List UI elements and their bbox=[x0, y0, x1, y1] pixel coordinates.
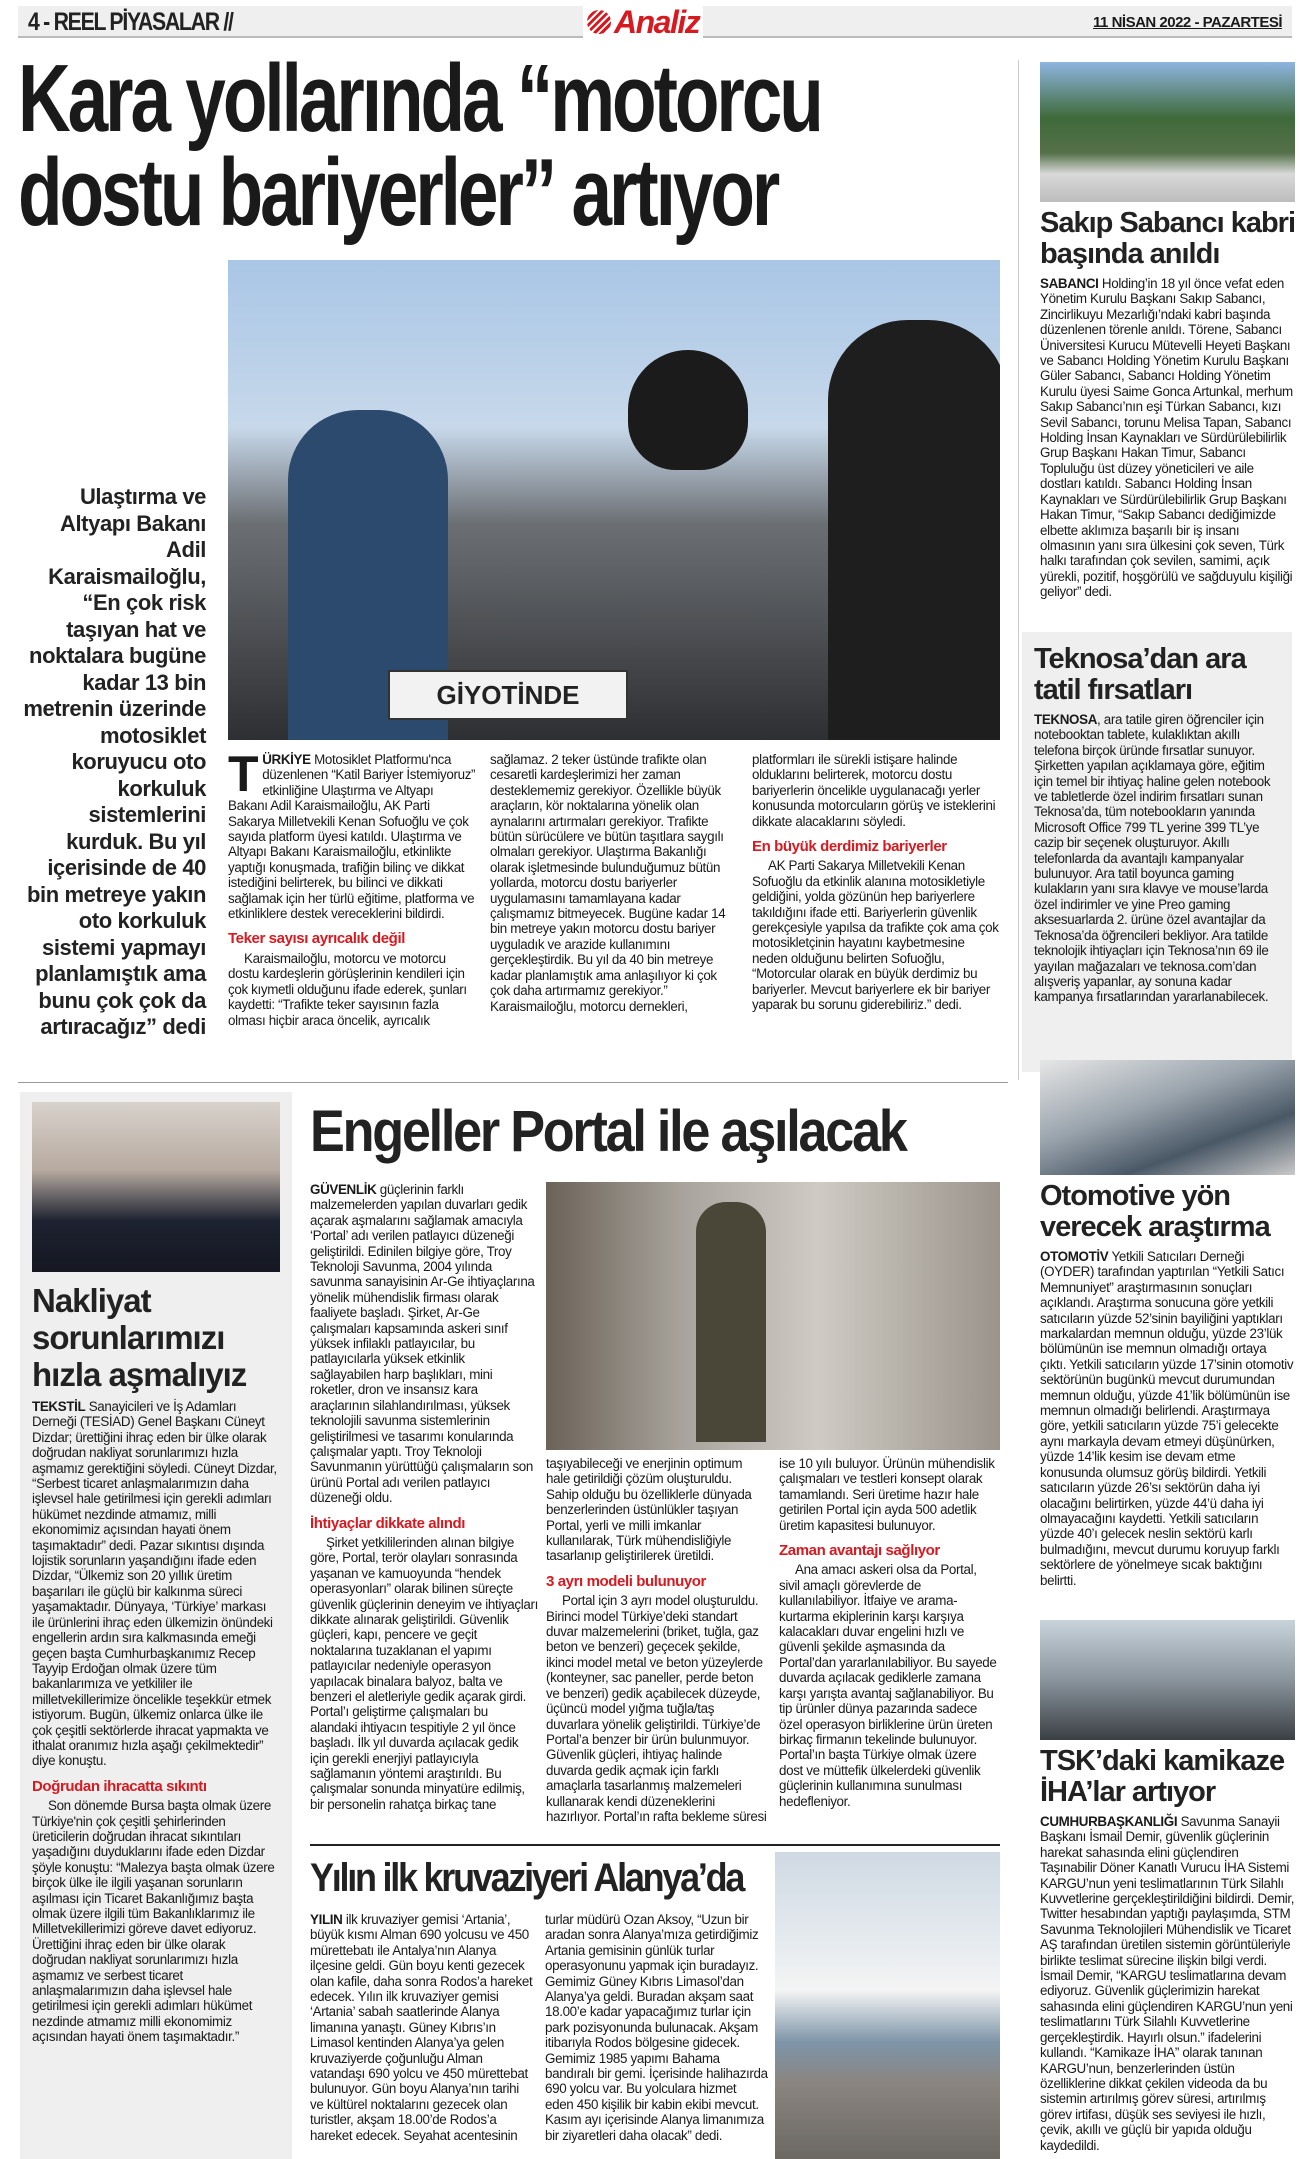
subheading: Zaman avantajı sağlıyor bbox=[779, 1542, 940, 1560]
paragraph: Holding’in 18 yıl önce vefat eden Yönetim Kurulu Başkanı Sakıp Sabancı, Zincirlikuyu Mezarlığı’ndaki kabri başında düzenlenen törenle anıldı. Törene, Sabancı Üniversitesi Kurucu Mütevelli Heyeti Başkanı ve Sabancı Holding Yönetim Kurulu Başkanı Güler Sabancı, Sabancı Holding Yönetim Kurulu üyesi Saime Gonca Artunkal, merhum Sakıp Sabancı’nın eşi Türkan Sabancı, kızı Sevil Sabancı, torunu Melisa Tapan, Sabancı Holding İnsan Kaynakları ve Sürdürülebilirlik Grup Başkanı Hakan Timur, Sabancı Topluluğu üst düzey yöneticileri ve aile dostları katıldı. Sabancı Holding İnsan Kaynakları ve Sürdürülebilirlik Grup Başkanı Hakan Timur, “Sakıp Sabancı dediğimizde elbette aklımıza başarılı bir iş insanı olmasının yanı sıra ülkesini çok seven, Türk halkı tarafından çok sevilen, samimi, açık yürekli, pozitif, hoşgörülü ve sağduyulu kişiliği geliyor” dedi. bbox=[1040, 276, 1293, 600]
paragraph: , ara tatile giren öğrenciler için notebooktan tablete, kulaklıktan akıllı telefona birçok üründe fırsatlar sunuyor. Şirketten yapılan açıklamaya göre, eğitim için temel bir ihtiyaç haline gelen notebook ve tabletlerde özel indirim fırsatları sunan Teknosa’da, tüm notebookların yanında Microsoft Office 799 TL yerine 399 TL’ye cazip bir seçenek oluşturuyor. Akıllı telefonlarda da avantajlı kampanyalar bulunuyor. Ara tatil boyunca gaming kulakların yanı sıra klavye ve mouse’larda özel indirimler ve yine Preo gaming aksesuarlarda 2. ürüne özel avantajlar da Teknosa’da öğrencileri bekliyor. Ara tatilde teknolojik ihtiyaçları için Teknosa’nın 69 ile yayılan mağazaları ve teknosa.com’dan alışveriş yapanlar, ay sonuna kadar kampanya fırsatlarından yararlanabilecek. bbox=[1034, 712, 1271, 1005]
lead-word: OTOMOTİV bbox=[1040, 1249, 1109, 1264]
lead-word: ÜRKİYE bbox=[262, 752, 311, 767]
paragraph: Yetkili Satıcıları Derneği (OYDER) tarafından yaptırılan “Yetkili Satıcı Memnuniyet” araştırmasının sonuçları açıklandı. Araştırma sonucuna göre yetkili satıcıların yüzde 52’sinin bayiliğini yaptıkları markalardan memnun olduğu, yüzde 23’lük bölümünün ise memnun olmadığı ortaya çıktı. Yetkili satıcıların yüzde 17’sinin otomotiv sektörünün bugünkü mevcut durumundan memnun olduğu, yüzde 41’lik bölümünün ise memnun olmadığı belirlendi. Araştırmaya göre, yetkili satıcıların yüzde 75’i gelecekte aynı markayla devam etmeyi düşünürken, yüzde 14’lik kesim ise devam etme konusunda olumsuz görüş bildirdi. Yetkili satıcıların yüzde 26’sı sektörün daha iyi olacağını belirtirken, yüzde 44’ü daha iyi olmayacağını kaydetti. Yetkili satıcıların yüzde 40’ı gelecek neslin sektörü karlı bulmadığını, mevcut durumu koruyup farklı sektörlere de yönelmeye sıcak baktığını belirtti. bbox=[1040, 1249, 1294, 1588]
pull-quote: Ulaştırma ve Altyapı Bakanı Adil Karaismailoğlu, “En çok risk taşıyan hat ve noktalara bugüne kadar 13 bin metrenin üzerinde motosiklet koruyucu oto korkuluk sistemlerini kurduk. Bu yıl içerisinde de 40 bin metreye yakın oto korkuluk sistemi yapmayı planlamıştık ama bunu çok çok da artıracağız” dedi bbox=[23, 484, 206, 1039]
kruvaziyer-body bbox=[310, 1912, 768, 2159]
newspaper-logo[interactable] bbox=[583, 3, 703, 40]
photo-parked-cars bbox=[1040, 1060, 1295, 1175]
lead-word: TEKSTİL bbox=[32, 1399, 86, 1414]
photo-soldier-wall bbox=[546, 1182, 1000, 1450]
paragraph: Karaismailoğlu, motorcu ve motorcu dostu kardeşlerin görüşlerinin kendileri için çok kıymetli olduğunu ifade ederek, şunları kaydetti: “Trafikte teker sayısının fazla olması hiçbir araca öncelik, ayrıcalık sağlamaz. 2 teker üstünde trafikte olan cesaretli kardeşlerimizi her zaman desteklememiz gerekiyor. Özellikle büyük araçların, kör noktalarına yönelik olan aynalarını artırmaları gerekiyor. Trafikte bütün sürücülere ve bütün taşıtlara saygılı olmaları gerekiyor. Ulaştırma Bakanlığı olarak işletmesinde bulunduğumuz bütün yollarda, motorcu dostu bariyerler uygulamasını tamamlayana kadar çalışmamız bitmeyecek. Bugüne kadar 14 bin metreye yakın motorcu dostu bariyer uyguladık ve arazide kullanımını gerçekleştirdik. Bu yıl da 40 bin metreye kadar planlamıştık ama anlaşılıyor ki çok çok daha artırmamız gerekiyor.” Karaismailoğlu, motorcu dernekleri, platformları ile sürekli istişare halinde olduklarını belirterek, motorcu dostu bariyerlerin öncelikle uygulanacağı yerler konusunda motorcuların görüş ve isteklerini dikkate alacaklarını söyledi. bbox=[228, 752, 996, 1028]
main-photo-motorcyclists bbox=[228, 260, 1000, 740]
main-headline: Kara yollarında “motorcu dostu bariyerler” artıyor bbox=[18, 45, 821, 246]
paragraph: Sanayicileri ve İş Adamları Derneği (TESİAD) Genel Başkanı Cüneyt Dizdar; ürettiğini ihraç eden bir ülke olarak doğrudan nakliyat sorunlarımızı hızla aşmamız gerektiğini söyledi. Cüneyt Dizdar, “Serbest ticaret anlaşmalarımızın daha işlevsel hale getirilmesi için gerekli adımları hükümet nezdinde atmamız, milli ekonomimiz açısından hayati önem taşımaktadır” dedi. Pazar sıkıntısı dışında lojistik sorunların yaşandığını ifade eden Dizdar, “Ülkemiz son 20 yıllık üretim başarıları ile güçlü bir kalkınma süreci yaşamaktadır. Dünyaya, ‘Türkiye’ markası ile ürünlerini ihraç eden ülkemizin önündeki engellerin ardın sıra kalkmasında emeği geçen başta Cumhurbaşkanımız Recep Tayyip Erdoğan olmak üzere tüm bakanlarımıza ve yetkililer ile milletvekillerimize öncelikle teşekkür etmek istiyorum. Bugün, ülkemiz onlarca ülke ile çok çeşitli sektörlerde ihracat yapmakta ve ithalat oranımız hızla aşağı çekilmektedir” diye konuştu. bbox=[32, 1399, 277, 1769]
subheading: 3 ayrı modeli bulunuyor bbox=[546, 1572, 706, 1590]
sidebar-article-tsk bbox=[1040, 1620, 1295, 2153]
article-title-kruvaziyer: Yılın ilk kruvaziyeri Alanya’da bbox=[310, 1856, 744, 1900]
section-label: 4 - REEL PİYASALAR // bbox=[28, 8, 233, 36]
article-title: TSK’daki kamikaze İHA’lar artıyor bbox=[1040, 1745, 1285, 1808]
article-title: Teknosa’dan ara tatil fırsatları bbox=[1034, 643, 1246, 706]
photo-cruise-ship bbox=[775, 1852, 1000, 2159]
portal-columns-2-3 bbox=[546, 1456, 1000, 1841]
lead-word: TEKNOSA bbox=[1034, 712, 1098, 727]
article-nakliyat bbox=[20, 1092, 292, 2159]
jacket-figure bbox=[828, 320, 1000, 740]
page-header bbox=[18, 3, 1292, 40]
logo-text: Analiz bbox=[614, 3, 700, 40]
paragraph: Son dönemde Bursa başta olmak üzere Türkiye'nin çok çeşitli şehirlerinden üreticilerin doğrudan ihracat sıkıntıları yaşadığını duyduklarını ifade eden Dizdar şöyle konuştu: “Malezya başta olmak üzere birçok ülke ile ilgili yaşanan sorunların aşılması için Ticaret Bakanlığımız başta olmak üzere ilgili tüm Bakanlıklarımız ile Milletvekillerimizi göreve davet ediyoruz. Ürettiğini ihraç eden bir ülke olarak doğrudan nakliyat sorunlarımızı hızla aşmamız ve serbest ticaret anlaşmalarımızın daha işlevsel hale getirilmesi için gerekli adımları hükümet nezdinde atmamız milli ekonomimiz açısından hayati önem taşımaktadır.” bbox=[32, 1798, 275, 2045]
article-text bbox=[32, 1399, 280, 1769]
article-title: Otomotive yön verecek araştırma bbox=[1040, 1180, 1270, 1243]
paragraph: Savunma Sanayii Başkanı İsmail Demir, güvenlik güçlerinin harekat sahasında elini güçlendiren Taşınabilir Döner Kanatlı Vurucu İHA Sistemi KARGU’nun yeni teslimatlarının Türk Silahlı Kuvvetlerine gerçekleştirildiğini bildirdi. Demir, Twitter hesabından yaptığı paylaşımda, STM Savunma Teknolojileri Mühendislik ve Ticaret AŞ tarafından üretilen sistemin görüntüleriyle birlikte teslimat sürecine ilişkin bilgi verdi. İsmail Demir, “KARGU teslimatlarına devam ediyoruz. Güvenlik güçlerimizin harekat sahasında elini güçlendiren KARGU’nun yeni teslimatlarını Türk Silahlı Kuvvetlerine gerçekleştirdik. Hayırlı olsun.” ifadelerini kullandı. “Kamikaze İHA” olarak tanınan KARGU’nun, benzerlerinden üstün özelliklerine dikkat çekilen videoda da bu sistemin artırılmış görev süresi, artırılmış görev irtifası, düşük ses seviyesi ile hızlı, çevik, akıllı ve güçlü bir yapıda olduğu kaydedildi. bbox=[1040, 1814, 1295, 2153]
lead-word: CUMHURBAŞKANLIĞI bbox=[1040, 1814, 1178, 1829]
lead-word: GÜVENLİK bbox=[310, 1182, 377, 1197]
paragraph: güçlerinin farklı malzemelerden yapılan duvarları gedik açarak aşmalarını sağlamak amacıyla ‘Portal’ adı verilen patlayıcı düzeneği geliştirildi. Edinilen bilgiye göre, Troy Teknoloji Savunma, 2004 yılında savunma sanayisinin Ar-Ge ihtiyaçlarına yönelik mühendislik firması olarak faaliyete başladı. Şirket, Ar-Ge çalışmaları kapsamında askeri sınıf yüksek infilaklı patlayıcılar, bu patlayıcılarla yüksek etkinlik sağlayabilen harp başlıkları, mini roketler, dron ve insansız kara araçlarının silahlandırılması, yüksek teknolojili savunma sistemlerinin geliştirilmesi ve tasarımı konularında çalışmalar yaptı. Troy Teknoloji Savunmanın yürüttüğü çalışmaların son ürünü Portal adı verilen patlayıcı düzeneği oldu. bbox=[310, 1182, 535, 1506]
drop-cap: T bbox=[228, 746, 259, 802]
sidebar-article-teknosa bbox=[1022, 632, 1292, 1072]
paragraph: ilk kruvaziyer gemisi ‘Artania’, büyük kısmı Alman 690 yolcusu ve 450 mürettebatı ile Antalya’nın Alanya ilçesine geldi. Gün boyu kenti gezecek olan kafile, daha sonra Rodos’a hareket edecek. Yılın ilk kruvaziyer gemisi ‘Artania’ sabah saatlerinde Alanya limanına yanaştı. Güney Kıbrıs’ın Limasol kentinden Alanya’ya gelen kruvaziyerde çoğunluğu Alman vatandaşı 690 yolcu ve 450 mürettebat bulunuyor. Gün boyu Alanya’nın tarihi ve kültürel noktalarını gezecek olan turistler, akşam 18.00’de Rodos’a hareket edecek. Seyahat acentesinin turlar müdürü Ozan Aksoy, “Uzun bir aradan sonra Alanya’mıza getirdiğimiz Artania gemisinin günlük turlar operasyonunu yapmak için buradayız. Gemimiz Güney Kıbrıs Limasol’dan Alanya’ya geldi. Buradan akşam saat 18.00’e kadar yapacağımız turlar için park pozisyonunda bulunacak. Akşam itibarıyla Rodos bölgesine gidecek. Gemimiz 1985 yapımı Bahama bandıralı bir gemi. İçerisinde halihazırda 690 yolcu var. Bu yolculara hizmet eden 450 kişilik bir kabin ekibi mevcut. Kasım ayı içerisinde Alanya limanımıza bir ziyaretleri daha olacak” dedi. bbox=[310, 1912, 768, 2143]
paragraph: AK Parti Sakarya Milletvekili Kenan Sofuoğlu da etkinlik alanına motosikletiyle geldiğini, yolda gözünün hep bariyerlere takıldığını ifade etti. Bariyerlerin güvenlik gerekçesiyle yapılsa da trafikte çok ama çok motosikletçinin hayatını kaybetmesine neden olduğunu belirten Sofuoğlu, “Motorcular olarak en büyük derdimiz bu bariyerler. Mevcut bariyerlere ek bir bariyer yaparak bu sorunu giderebiliriz.” dedi. bbox=[752, 858, 999, 1013]
subheading: En büyük derdimiz bariyerler bbox=[752, 838, 947, 856]
paragraph: Portal için 3 ayrı model oluşturuldu. Birinci model Türkiye’deki standart duvar malzemelerini (briket, tuğla, gaz beton ve benzeri) geçecek şekilde, ikinci model metal ve beton yüzeylerde (konteyner, sac paneller, perde beton ve benzeri) gedik açabilecek düzeyde, üçüncü model yığma tuğla/taş duvarlara yönelik geliştirildi. Türkiye’de Portal’a benzer bir ürün bulunmuyor. Güvenlik güçleri, ihtiyaç halinde duvarda gedik açmak için farklı amaçlarla tasarlanmış malzemeleri kullanarak kendi düzeneklerini hazırlıyor. Portal’ın rafta bekleme süresi ise 10 yılı buluyor. Ürünün mühendislik çalışmaları ve testleri konsept olarak tamamlandı. Seri üretime hazır hale getirilen Portal için ayda 500 adetlik üretim kapasitesi bulunuyor. bbox=[546, 1456, 995, 1824]
soldier-figure bbox=[696, 1202, 766, 1442]
photo-drones bbox=[1040, 1620, 1295, 1740]
portal-column-1 bbox=[310, 1182, 538, 1812]
subheading: Teker sayısı ayrıcalık değil bbox=[228, 930, 405, 948]
subheading: Doğrudan ihracatta sıkıntı bbox=[32, 1777, 207, 1795]
issue-date: 11 NİSAN 2022 - PAZARTESİ bbox=[1093, 14, 1282, 31]
sidebar-article-otomotiv bbox=[1040, 1060, 1295, 1588]
main-article-body bbox=[228, 746, 1000, 1072]
column-divider bbox=[1018, 60, 1019, 1080]
article-title: Sakıp Sabancı kabri başında anıldı bbox=[1040, 207, 1296, 270]
lead-word: SABANCI bbox=[1040, 276, 1099, 291]
logo-icon bbox=[587, 10, 611, 34]
article-text bbox=[1040, 1814, 1295, 2153]
article-text bbox=[1034, 712, 1280, 1005]
lead-word: YILIN bbox=[310, 1912, 343, 1927]
sidebar-article-sabanci bbox=[1040, 62, 1295, 600]
photo-cemetery-ceremony bbox=[1040, 62, 1295, 202]
section-divider bbox=[310, 1844, 1000, 1846]
article-text bbox=[1040, 1249, 1295, 1588]
photo-cuneyt-dizdar bbox=[32, 1102, 280, 1272]
section-divider bbox=[18, 1082, 1008, 1083]
paragraph: Şirket yetkililerinden alınan bilgiye göre, Portal, terör olayları sonrasında yaşanan ve kamuoyunda “hendek operasyonları” olarak bilinen süreçte güvenlik güçlerinin deneyim ve ihtiyaçları dikkate alınarak geliştirildi. Güvenlik güçleri, kapı, pencere ve geçit noktalarına tuzaklanan el yapımı patlayıcılar nedeniyle operasyon yapılacak binalara balyoz, balta ve benzeri el aletleriyle gedik açarak girdi. Portal’ı geliştirme çalışmaları bu alandaki ihtiyacın tespitiyle 2 yıl önce başladı. İlk yıl duvarda açılacak gedik için gerekli enerjiyi patlayıcıyla sağlamanın yöntemi araştırıldı. Bu çalışmalar sonunda minyatüre edilmiş, bir personelin rahatça birkaç tane bbox=[310, 1534, 538, 1812]
subheading: İhtiyaçlar dikkate alındı bbox=[310, 1514, 466, 1532]
article-title-portal: Engeller Portal ile aşılacak bbox=[310, 1099, 906, 1164]
photo-sign: GİYOTİNDE bbox=[388, 670, 628, 720]
paragraph: Motosiklet Platformu'nca düzenlenen “Katil Bariyer İstemiyoruz” etkinliğine Ulaştırma ve Altyapı Bakanı Adil Karaismailoğlu, AK Parti Sakarya Milletvekili Kenan Sofuoğlu ve çok sayıda platform üyesi katıldı. Ulaştırma ve Altyapı Bakanı Karaismailoğlu, etkinlikte yaptığı konuşmada, trafiğin bilinç ve dikkat istediğini belirterek, bu bilinci ve dikkati sağlamak için her türlü eğitime, platforma ve etkinliklere destek vereceklerini bildirdi. bbox=[228, 752, 476, 922]
paragraph: Ana amacı askeri olsa da Portal, sivil amaçlı görevlerde de kullanılabiliyor. İtfaiye ve arama-kurtarma ekiplerinin karşı karşıya kalacakları duvar engelini hızlı ve güvenli şekilde aşmasında da Portal’dan yararlanılabiliyor. Bu sayede duvarda açılacak gediklerle zamana karşı yarışta avantaj sağlanabiliyor. Bu tip ürünler dünya pazarında sadece özel operasyon birliklerine ürün üreten birkaç firmanın tekelinde bulunuyor. Portal’ın başta Türkiye olmak üzere dost ve müttefik ülkelerdeki güvenlik güçlerinin kullanımına sunulması hedefleniyor. bbox=[779, 1562, 997, 1809]
helmet-shape bbox=[628, 350, 748, 470]
article-title: Nakliyat sorunlarımızı hızla aşmalıyız bbox=[32, 1282, 247, 1393]
article-text bbox=[1040, 276, 1295, 600]
paragraph: taşıyabileceği ve enerjinin optimum hale getirildiği çözüm oluşturuldu. Sahip olduğu bu özelliklerle dünyada benzerlerinden üstünlükler taşıyan Portal, yerli ve milli imkanlar kullanılarak, Türk mühendisliğiyle tasarlanıp geliştirilerek üretildi. bbox=[546, 1456, 752, 1564]
